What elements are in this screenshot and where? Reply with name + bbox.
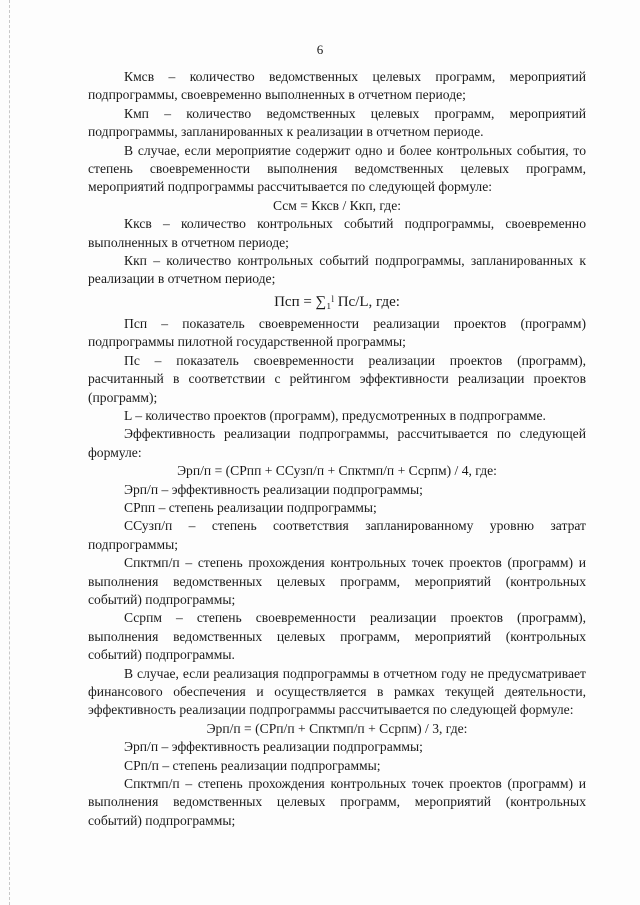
paragraph: Спктмп/п – степень прохождения контрольных точек проектов (программ) и выполнения ведомственных целевых программ, мероприятий (контрольных событий) подпрограммы; xyxy=(88,555,586,607)
paragraph: Ккп – количество контрольных событий подпрограммы, запланированных к реализации в отчетном периоде; xyxy=(88,253,586,287)
formula: Эрп/п = (СРп/п + Спктмп/п + Ссрпм) / 3, где: xyxy=(206,720,468,736)
paragraph: Кмп – количество ведомственных целевых программ, мероприятий подпрограммы, запланированных к реализации в отчетном периоде. xyxy=(88,105,586,140)
paragraph: Кксв – количество контрольных событий подпрограммы, своевременно выполненных в отчетном периоде; xyxy=(88,216,586,250)
paragraph: В случае, если реализация подпрограммы в отчетном году не предусматривает финансового обеспечения и осуществляется в рамках текущей деятельности, эффективность реализации подпрограммы рассчитывается по следующей формуле: xyxy=(88,665,586,718)
paragraph: Псп – показатель своевременности реализации проектов (программ) подпрограммы пилотной государственной программы; xyxy=(88,315,586,350)
scan-edge-line xyxy=(9,0,10,905)
paragraph: Пс – показатель своевременности реализации проектов (программ), расчитанный в соответствии с рейтингом эффективности реализации проектов (программ); xyxy=(88,352,586,405)
document-body xyxy=(88,68,586,830)
paragraph: СРпп – степень реализации подпрограммы; xyxy=(124,499,377,515)
paragraph: L – количество проектов (программ), предусмотренных в подпрограмме. xyxy=(124,407,546,423)
paragraph: СРп/п – степень реализации подпрограммы; xyxy=(124,757,381,773)
page-number: 6 xyxy=(316,42,324,57)
paragraph: Эрп/п – эффективность реализации подпрограммы; xyxy=(124,739,423,755)
paragraph: Кмсв – количество ведомственных целевых программ, мероприятий подпрограммы, своевременно выполненных в отчетном периоде; xyxy=(88,69,586,103)
formula: Псп = ∑₁ˡ Пс/L, где: xyxy=(274,293,400,310)
paragraph: В случае, если мероприятие содержит одно и более контрольных события, то степень своевременности выполнения ведомственных целевых программ, мероприятий подпрограммы рассчитывается по следующей формуле: xyxy=(88,142,586,195)
paragraph: ССузп/п – степень соответствия запланированному уровню затрат подпрограммы; xyxy=(88,518,586,552)
paragraph: Спктмп/п – степень прохождения контрольных точек проектов (программ) и выполнения ведомственных целевых программ, мероприятий (контрольных событий) подпрограммы; xyxy=(88,776,586,828)
paragraph: Эрп/п – эффективность реализации подпрограммы; xyxy=(124,481,423,497)
formula: Ссм = Кксв / Ккп, где: xyxy=(272,197,402,213)
formula: Эрп/п = (СРпп + ССузп/п + Спктмп/п + Ссрпм) / 4, где: xyxy=(177,463,497,479)
paragraph: Ссрпм – степень своевременности реализации проектов (программ), выполнения ведомственных целевых программ, мероприятий (контрольных событий) подпрограммы. xyxy=(88,610,586,663)
paragraph: Эффективность реализации подпрограммы, рассчитывается по следующей формуле: xyxy=(88,426,586,460)
